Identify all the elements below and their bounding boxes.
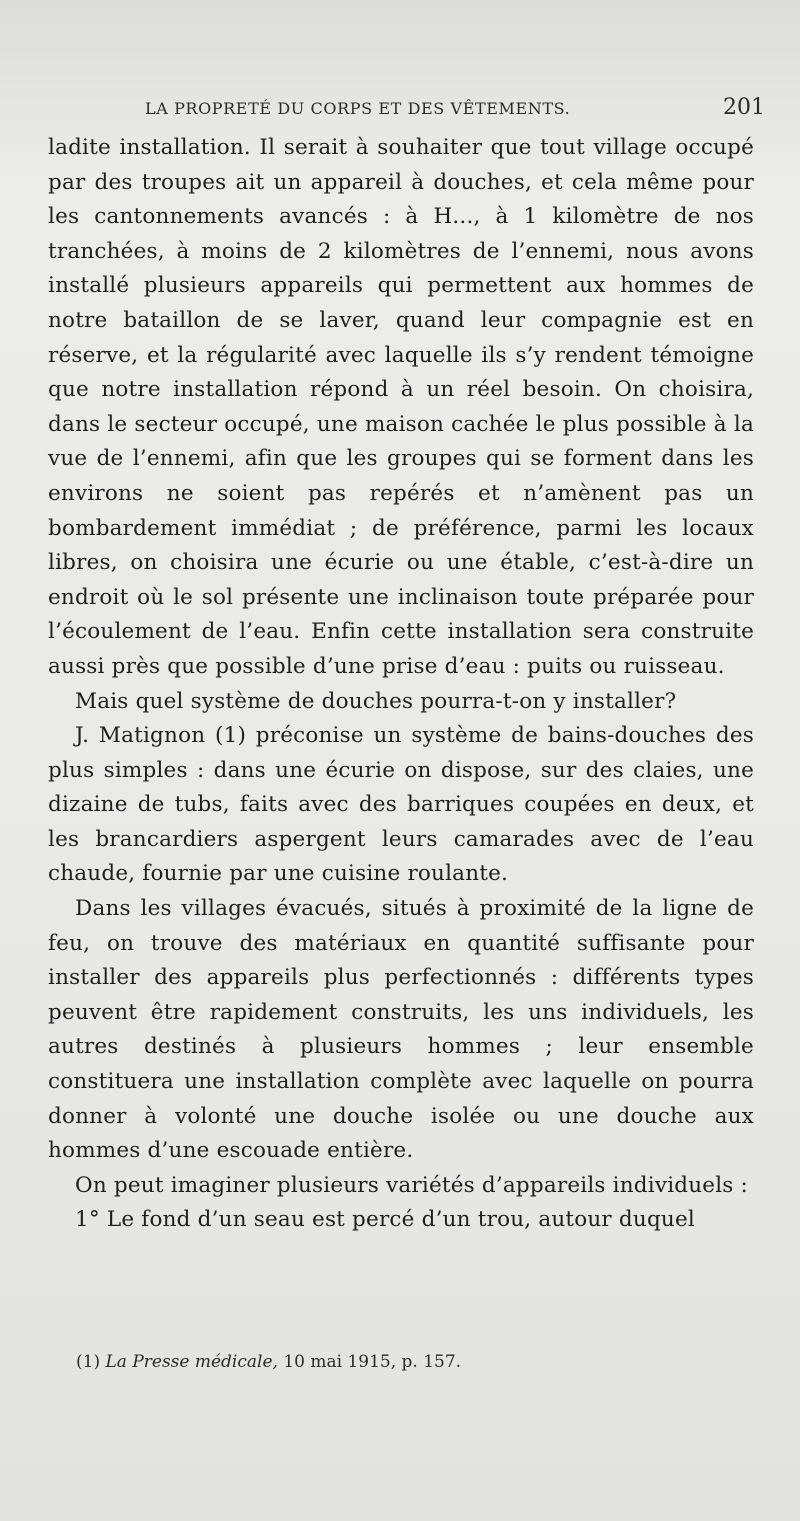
- running-head: [145, 95, 765, 125]
- footnote: [76, 1352, 756, 1372]
- page-number: 201: [723, 95, 765, 120]
- paragraph-villages: Dans les villages évacués, situés à proximité de la ligne de feu, on trouve des matériaux en quantité suffisante pour installer des appareils plus perfectionnés : différents types peuvent être rapidement construits, les uns individuels, les autres destinés à plusieurs hommes ; leur ensemble constituera une installation complète avec laquelle on pourra donner à volonté une douche isolée ou une douche aux hommes d’une escouade entière.: [48, 896, 754, 1164]
- body-text: [48, 131, 754, 1238]
- paragraph-varieties: On peut imaginer plusieurs variétés d’appareils individuels :: [75, 1172, 748, 1198]
- footnote-reference: 10 mai 1915, p. 157.: [283, 1352, 462, 1372]
- footnote-marker: (1): [76, 1352, 101, 1372]
- footnote-journal: La Presse médicale,: [105, 1352, 278, 1372]
- paragraph-question: Mais quel système de douches pourra-t-on y installer?: [75, 688, 677, 714]
- paragraph-matignon: J. Matignon (1) préconise un système de bains-douches des plus simples : dans une écurie on dispose, sur des claies, une dizaine de tubs, faits avec des barriques coupées en deux, et les brancardiers aspergent leurs camarades avec de l’eau chaude, fournie par une cuisine roulante.: [48, 723, 754, 887]
- paragraph-continuation: ladite installation. Il serait à souhaiter que tout village occupé par des troupes ait un appareil à douches, et cela même pour les cantonnements avancés : à H..., à 1 kilomètre de nos tranchées, à moins de 2 kilomètres de l’ennemi, nous avons installé plusieurs appareils qui permettent aux hommes de notre bataillon de se laver, quand leur compagnie est en réserve, et la régularité avec laquelle ils s’y rendent témoigne que notre installation répond à un réel besoin. On choisira, dans le secteur occupé, une maison cachée le plus possible à la vue de l’ennemi, afin que les groupes qui se forment dans les environs ne soient pas repérés et n’amènent pas un bombardement immédiat ; de préférence, parmi les locaux libres, on choisira une écurie ou une étable, c’est-à-dire un endroit où le sol présente une inclinaison toute préparée pour l’écoulement de l’eau. Enfin cette installation sera construite aussi près que possible d’une prise d’eau : puits ou ruisseau.: [48, 135, 754, 679]
- running-head-title: LA PROPRETÉ DU CORPS ET DES VÊTEMENTS.: [145, 99, 571, 118]
- paragraph-item-1: 1° Le fond d’un seau est percé d’un trou, autour duquel: [75, 1207, 695, 1233]
